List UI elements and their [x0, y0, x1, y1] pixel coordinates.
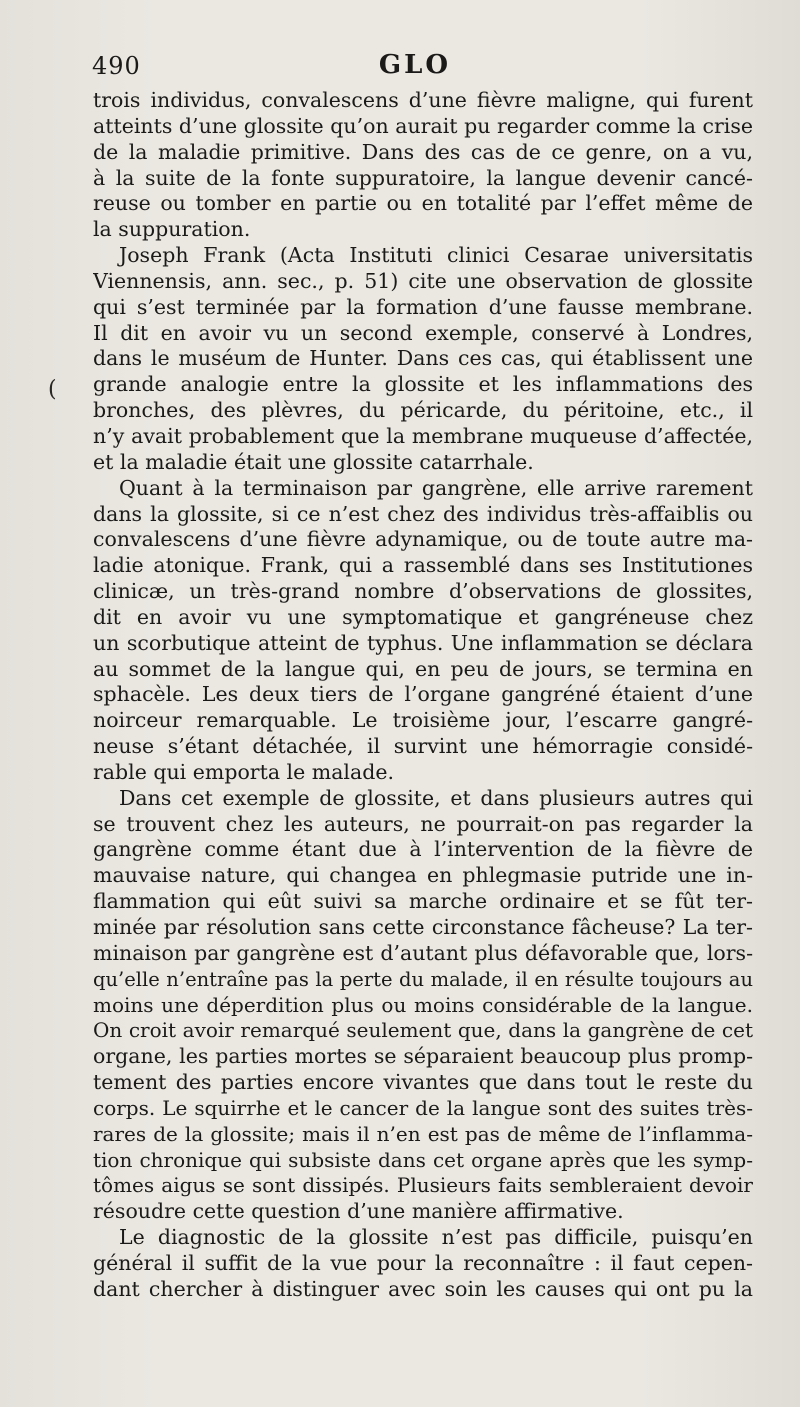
text-line: au sommet de la langue qui, en peu de jours, se termina en	[93, 656, 753, 681]
text-line: dans le muséum de Hunter. Dans ces cas, qui établissent une	[93, 346, 753, 371]
text-line: dit en avoir vu une symptomatique et gangréneuse chez	[93, 604, 753, 629]
text-line: Dans cet exemple de glossite, et dans plusieurs autres qui	[119, 785, 753, 810]
text-line: corps. Le squirrhe et le cancer de la langue sont des suites très-	[93, 1095, 753, 1120]
text-line: organe, les parties mortes se séparaient beaucoup plus promp-	[93, 1044, 753, 1069]
text-line: résoudre cette question d’une manière affirmative.	[93, 1199, 624, 1224]
text-line: rable qui emporta le malade.	[93, 759, 394, 784]
text-line: flammation qui eût suivi sa marche ordinaire et se fût ter-	[93, 889, 753, 914]
text-line: noirceur remarquable. Le troisième jour, l’escarre gangré-	[93, 708, 753, 733]
text-line: tômes aigus se sont dissipés. Plusieurs faits sembleraient devoir	[93, 1173, 753, 1198]
text-line: qui s’est terminée par la formation d’une fausse membrane.	[93, 294, 753, 319]
text-line: et la maladie était une glossite catarrhale.	[93, 449, 534, 474]
text-line: ladie atonique. Frank, qui a rassemblé dans ses Institutiones	[93, 553, 753, 578]
text-line: trois individus, convalescens d’une fièvre maligne, qui furent	[93, 88, 753, 112]
text-line: dans la glossite, si ce n’est chez des individus très-affaiblis ou	[93, 501, 753, 526]
text-line: moins une déperdition plus ou moins considérable de la langue.	[93, 992, 753, 1017]
text-line: clinicæ, un très-grand nombre d’observations de glossites,	[93, 579, 753, 604]
text-line: Le diagnostic de la glossite n’est pas difficile, puisqu’en	[119, 1225, 753, 1250]
text-line: se trouvent chez les auteurs, ne pourrait-on pas regarder la	[93, 811, 753, 836]
text-line: minée par résolution sans cette circonstance fâcheuse? La ter-	[93, 915, 753, 939]
text-line: gangrène comme étant due à l’intervention de la fièvre de	[93, 837, 753, 862]
body-text	[93, 88, 753, 1303]
text-line: grande analogie entre la glossite et les inflammations des	[93, 372, 753, 397]
text-line: Quant à la terminaison par gangrène, elle arrive rarement	[119, 475, 753, 500]
margin-mark: (	[48, 377, 57, 402]
text-line: de la maladie primitive. Dans des cas de ce genre, on a vu,	[93, 139, 753, 164]
text-line: Joseph Frank (Acta Instituti clinici Cesarae universitatis	[119, 243, 753, 268]
text-line: rares de la glossite; mais il n’en est pas de même de l’inflamma-	[93, 1121, 753, 1146]
text-line: neuse s’étant détachée, il survint une hémorragie considé-	[93, 734, 753, 759]
text-line: atteints d’une glossite qu’on aurait pu regarder comme la crise	[93, 113, 753, 138]
text-line: Viennensis, ann. sec., p. 51) cite une observation de glossite	[93, 268, 753, 293]
text-line: reuse ou tomber en partie ou en totalité par l’effet même de	[93, 191, 753, 216]
text-line: tion chronique qui subsiste dans cet organe après que les symp-	[93, 1147, 753, 1172]
text-line: tement des parties encore vivantes que dans tout le reste du	[93, 1070, 753, 1095]
text-line: sphacèle. Les deux tiers de l’organe gangréné étaient d’une	[93, 682, 753, 707]
text-line: à la suite de la fonte suppuratoire, la langue devenir cancé-	[93, 165, 753, 190]
text-line: bronches, des plèvres, du péricarde, du péritoine, etc., il	[93, 398, 753, 423]
text-line: On croit avoir remarqué seulement que, dans la gangrène de cet	[93, 1018, 753, 1043]
running-head: GLO	[378, 50, 452, 80]
text-line: un scorbutique atteint de typhus. Une inflammation se déclara	[93, 630, 753, 655]
page-number: 490	[92, 52, 141, 80]
text-line: convalescens d’une fièvre adynamique, ou de toute autre ma-	[93, 527, 753, 552]
text-line: qu’elle n’entraîne pas la perte du malade, il en résulte toujours au	[93, 967, 753, 991]
text-line: Il dit en avoir vu un second exemple, conservé à Londres,	[93, 320, 753, 345]
text-line: général il suffit de la vue pour la reconnaître : il faut cepen-	[93, 1250, 753, 1275]
text-line: minaison par gangrène est d’autant plus défavorable que, lors-	[93, 940, 753, 965]
text-line: n’y avait probablement que la membrane muqueuse d’affectée,	[93, 423, 753, 448]
text-line: mauvaise nature, qui changea en phlegmasie putride une in-	[93, 863, 753, 888]
text-line: la suppuration.	[93, 217, 251, 242]
text-line: dant chercher à distinguer avec soin les causes qui ont pu la	[93, 1276, 753, 1301]
